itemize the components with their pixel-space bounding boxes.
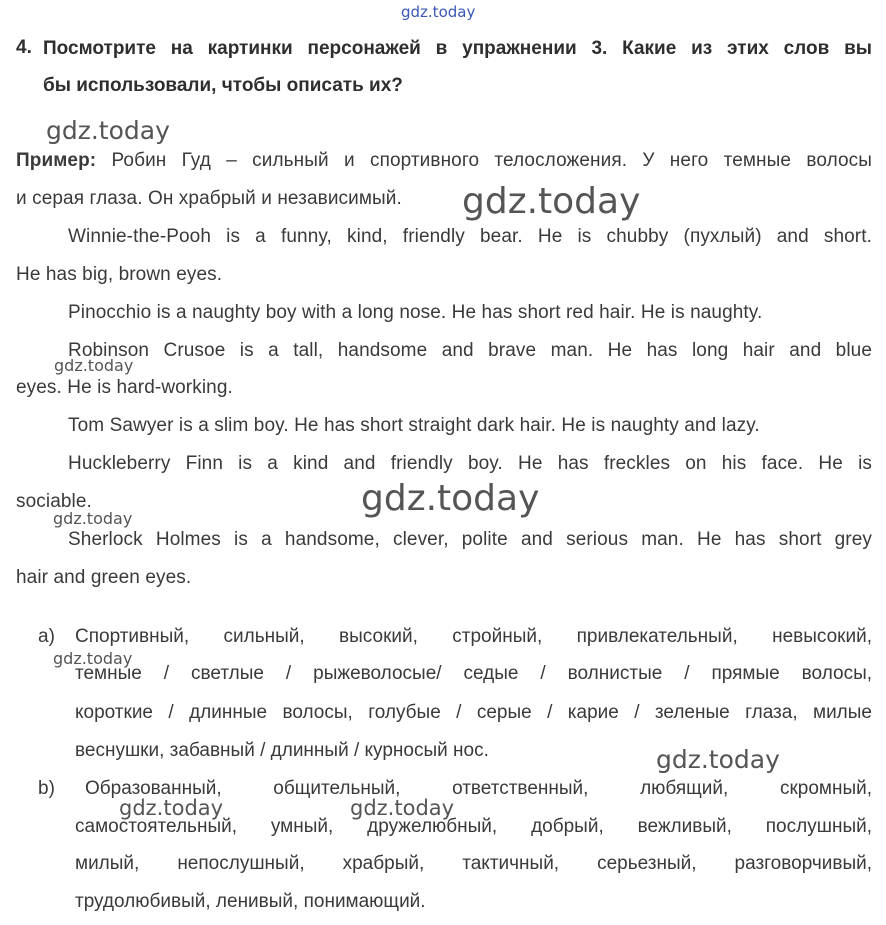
watermark: gdz.today bbox=[656, 745, 780, 774]
watermark: gdz.today bbox=[350, 796, 455, 820]
list-a-line-4: веснушки, забавный / длинный / курносый нос. bbox=[75, 740, 489, 761]
task-number: 4. bbox=[16, 37, 32, 58]
watermark: gdz.today bbox=[53, 509, 133, 528]
watermark: gdz.today bbox=[46, 116, 170, 145]
answer-pooh-line-1: Winnie-the-Pooh is a funny, kind, friendly bear. He is chubby (пухлый) and short. bbox=[68, 226, 872, 247]
watermark: gdz.today bbox=[361, 478, 540, 519]
answer-pinocchio: Pinocchio is a naughty boy with a long nose. He has short red hair. He is naughty. bbox=[68, 302, 763, 323]
watermark: gdz.today bbox=[462, 181, 641, 222]
list-b-line-1: Образованный, общительный, ответственный, любящий, скромный, bbox=[85, 778, 872, 799]
list-a-line-3: короткие / длинные волосы, голубые / серые / карие / зеленые глаза, милые bbox=[75, 702, 872, 723]
task-text-line-1: Посмотрите на картинки персонажей в упражнении 3. Какие из этих слов вы bbox=[43, 38, 872, 59]
example-line-1 bbox=[16, 149, 872, 173]
watermark: gdz.today bbox=[119, 796, 224, 820]
answer-holmes-line-1: Sherlock Holmes is a handsome, clever, polite and serious man. He has short grey bbox=[68, 529, 872, 550]
answer-crusoe-line-2: eyes. He is hard-working. bbox=[16, 377, 233, 398]
watermark: gdz.today bbox=[53, 649, 133, 668]
example-label: Пример: bbox=[16, 150, 97, 171]
watermark: gdz.today bbox=[54, 356, 134, 375]
list-b-line-2: самостоятельный, умный, дружелюбный, добрый, вежливый, послушный, bbox=[75, 816, 872, 837]
answer-finn-line-2: sociable. bbox=[16, 491, 92, 512]
task-text-line-2: бы использовали, чтобы описать их? bbox=[43, 75, 403, 96]
list-b-line-4: трудолюбивый, ленивый, понимающий. bbox=[75, 891, 426, 912]
answer-finn-line-1: Huckleberry Finn is a kind and friendly boy. He has freckles on his face. He is bbox=[68, 453, 872, 474]
list-b-line-3: милый, непослушный, храбрый, тактичный, серьезный, разговорчивый, bbox=[75, 853, 872, 874]
list-b-label: b) bbox=[38, 778, 55, 799]
watermark-top: gdz.today bbox=[401, 3, 476, 21]
answer-crusoe-line-1: Robinson Crusoe is a tall, handsome and brave man. He has long hair and blue bbox=[68, 340, 872, 361]
answer-sawyer: Tom Sawyer is a slim boy. He has short straight dark hair. He is naughty and lazy. bbox=[68, 415, 760, 436]
answer-pooh-line-2: He has big, brown eyes. bbox=[16, 264, 223, 285]
list-a-line-2: темные / светлые / рыжеволосые/ седые / волнистые / прямые волосы, bbox=[75, 663, 872, 684]
example-text: Робин Гуд – сильный и спортивного телосложения. У него темные волосы bbox=[111, 150, 872, 171]
list-a-line-1: Спортивный, сильный, высокий, стройный, привлекательный, невысокий, bbox=[75, 626, 872, 647]
list-a-label: a) bbox=[38, 626, 55, 647]
example-line-2: и серая глаза. Он храбрый и независимый. bbox=[16, 188, 402, 209]
answer-holmes-line-2: hair and green eyes. bbox=[16, 567, 192, 588]
